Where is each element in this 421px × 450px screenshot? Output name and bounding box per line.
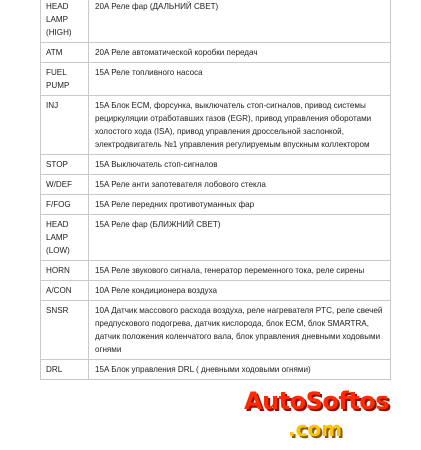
table-row <box>41 261 391 281</box>
fuse-description: 15A Реле топливного насоса <box>89 63 391 96</box>
fuse-description: 15A Реле передних противотуманных фар <box>89 195 391 215</box>
fuse-code: W/DEF <box>41 175 89 195</box>
table-row <box>41 96 391 155</box>
fuse-code: DRL <box>41 360 89 380</box>
table-row <box>41 195 391 215</box>
fuse-code: HORN <box>41 261 89 281</box>
fuse-code: INJ <box>41 96 89 155</box>
fuse-description: 20A Реле фар (ДАЛЬНИЙ СВЕТ) <box>89 0 391 43</box>
table-row <box>41 301 391 360</box>
table-row <box>41 43 391 63</box>
table-row <box>41 155 391 175</box>
fuse-code: STOP <box>41 155 89 175</box>
fuse-description: 20A Реле автоматической коробки передач <box>89 43 391 63</box>
fuse-table <box>40 0 391 380</box>
fuse-description: 15A Блок управления DRL ( дневными ходовыми огнями) <box>89 360 391 380</box>
table-row <box>41 0 391 43</box>
fuse-code: FUEL PUMP <box>41 63 89 96</box>
fuse-code: SNSR <box>41 301 89 360</box>
fuse-code: HEAD LAMP (HIGH) <box>41 0 89 43</box>
fuse-description: 10A Реле кондиционера воздуха <box>89 281 391 301</box>
watermark-line-1: AutoSoftos <box>244 387 390 415</box>
fuse-code: ATM <box>41 43 89 63</box>
table-row <box>41 360 391 380</box>
table-row <box>41 175 391 195</box>
table-row <box>41 281 391 301</box>
table-row <box>41 63 391 96</box>
fuse-description: 10A Датчик массового расхода воздуха, реле нагревателя PTC, реле свечей предпускового подогрева, датчик кислорода, блок ECM, блок SMARTRA, датчик положения коленчатого вала, блок управления дневными ходовыми огнями <box>89 301 391 360</box>
fuse-description: 15A Реле анти запотевателя лобового стекла <box>89 175 391 195</box>
fuse-description: 15A Блок ECM, форсунка, выключатель стоп-сигналов, привод системы рециркуляции отработавших газов (EGR), привод управления оборотами холостого хода (ISA), привод управления дроссельной заслонкой, электродвигатель №1 управления регулируемым впускным коллектором <box>89 96 391 155</box>
table-row <box>41 215 391 261</box>
fuse-description: 15A Реле фар (БЛИЖНИЙ СВЕТ) <box>89 215 391 261</box>
fuse-code: A/CON <box>41 281 89 301</box>
fuse-description: 15A Выключатель стоп-сигналов <box>89 155 391 175</box>
fuse-description: 15A Реле звукового сигнала, генератор переменного тока, реле сирены <box>89 261 391 281</box>
fuse-code: F/FOG <box>41 195 89 215</box>
watermark-line-2: .com <box>288 417 343 441</box>
fuse-code: HEAD LAMP (LOW) <box>41 215 89 261</box>
watermark-logo <box>244 387 421 447</box>
